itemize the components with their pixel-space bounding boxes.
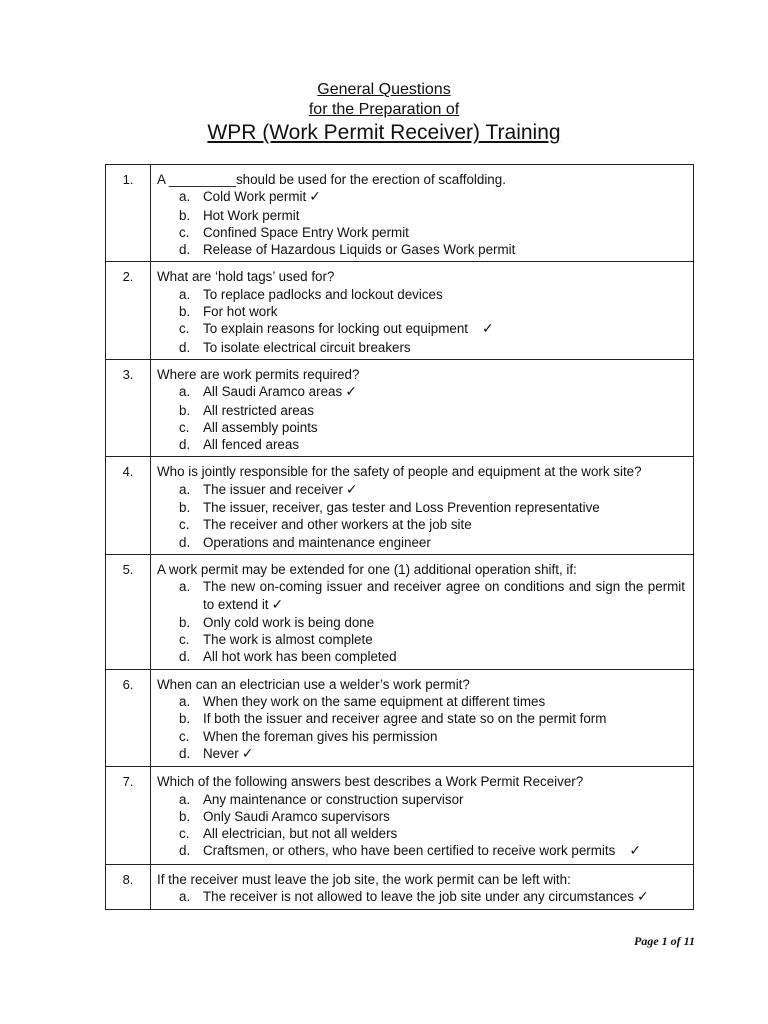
option-text-wrap [203,436,685,453]
question-row [106,262,694,359]
question-row [106,359,694,456]
option-letter: d. [179,339,191,355]
answer-option [179,402,685,419]
option-text-wrap [203,693,685,710]
option-text-wrap [203,888,685,906]
option-text-wrap [203,224,685,241]
answer-option [179,578,685,614]
answer-options [157,578,685,665]
option-letter: a. [179,694,191,710]
option-text: All fenced areas [203,437,300,453]
option-text-wrap [203,207,685,224]
option-letter: a. [179,579,191,595]
question-row [106,669,694,766]
option-letter: b. [179,711,191,727]
answer-options [157,286,685,356]
option-text: All hot work has been completed [203,649,397,665]
option-text: Only cold work is being done [203,614,375,630]
option-text-wrap [203,339,685,356]
option-text: Confined Space Entry Work permit [203,224,409,240]
option-text-wrap [203,578,685,614]
option-letter: d. [179,534,191,550]
option-text: For hot work [203,304,278,320]
option-text-wrap [203,808,685,825]
question-number: 5. [106,554,151,669]
question-text: Who is jointly responsible for the safety of people and equipment at the work site? [157,464,642,480]
answer-option [179,481,685,499]
option-text: Release of Hazardous Liquids or Gases Work permit [203,242,516,258]
answer-option [179,188,685,206]
option-text: Any maintenance or construction supervisor [203,791,464,807]
question-body [151,767,694,864]
answer-option [179,648,685,665]
option-text: Cold Work permit [203,189,307,205]
question-number: 3. [106,359,151,456]
question-text: Which of the following answers best describes a Work Permit Receiver? [157,774,584,790]
option-letter: d. [179,242,191,258]
question-body [151,669,694,766]
answer-option [179,842,685,860]
option-letter: c. [179,224,190,240]
question-text: What are ‘hold tags’ used for? [157,269,335,285]
option-text-wrap [203,534,685,551]
answer-options [157,481,685,551]
correct-check-icon: ✓ [271,596,284,613]
answer-option [179,745,685,763]
header-title-line2: for the Preparation of [308,101,460,118]
option-text: The issuer and receiver [203,481,343,497]
option-text: Operations and maintenance engineer [203,534,431,550]
option-letter: b. [179,402,191,418]
answer-option [179,614,685,631]
option-text: To replace padlocks and lockout devices [203,286,443,302]
option-text-wrap [203,188,685,206]
option-text: All restricted areas [203,402,314,418]
questions-table-body [106,165,694,910]
option-text-wrap [203,286,685,303]
option-text-wrap [203,516,685,533]
question-body [151,554,694,669]
option-text-wrap [203,648,685,665]
option-letter: a. [179,888,191,904]
option-letter: b. [179,207,191,223]
option-letter: b. [179,304,191,320]
option-text-wrap [203,745,685,763]
correct-check-icon: ✓ [345,481,358,498]
correct-check-icon: ✓ [482,321,494,338]
option-letter: d. [179,437,191,453]
answer-option [179,710,685,727]
option-letter: a. [179,481,191,497]
answer-option [179,631,685,648]
answer-option [179,728,685,745]
option-text-wrap [203,791,685,808]
question-text: Where are work permits required? [157,366,360,382]
answer-options [157,888,685,906]
option-text: When the foreman gives his permission [203,728,438,744]
option-text: Never [203,745,239,761]
answer-option [179,808,685,825]
question-number: 6. [106,669,151,766]
question-row [106,554,694,669]
option-letter: c. [179,826,190,842]
correct-check-icon: ✓ [345,384,357,401]
question-body [151,864,694,910]
question-number: 7. [106,767,151,864]
option-letter: d. [179,745,191,761]
answer-option [179,339,685,356]
answer-option [179,320,685,338]
option-text: When they work on the same equipment at different times [203,694,546,710]
header-title-line1: General Questions [317,81,451,98]
answer-option [179,436,685,453]
option-letter: a. [179,286,191,302]
option-text-wrap [203,419,685,436]
answer-option [179,499,685,516]
correct-check-icon: ✓ [309,189,321,206]
option-text: All assembly points [203,419,318,435]
option-text: Craftsmen, or others, who have been certified to receive work permits [203,843,616,859]
option-letter: b. [179,808,191,824]
option-letter: a. [179,791,191,807]
answer-options [157,383,685,453]
answer-option [179,419,685,436]
question-text: A work permit may be extended for one (1) additional operation shift, if: [157,561,577,577]
questions-table [105,164,694,910]
answer-option [179,825,685,842]
answer-option [179,888,685,906]
question-number: 1. [106,165,151,262]
answer-options [157,188,685,258]
option-text: The work is almost complete [203,632,373,648]
answer-option [179,303,685,320]
question-body [151,359,694,456]
option-text: If both the issuer and receiver agree and state so on the permit form [203,711,607,727]
option-text-wrap [203,842,685,860]
option-text: Hot Work permit [203,207,300,223]
answer-option [179,286,685,303]
question-row [106,457,694,554]
option-text-wrap [203,303,685,320]
question-body [151,262,694,359]
option-letter: c. [179,321,190,337]
option-text: The receiver is not allowed to leave the job site under any circumstances [203,888,634,904]
option-letter: c. [179,419,190,435]
question-body [151,165,694,262]
question-row [106,864,694,910]
answer-option [179,534,685,551]
answer-options [157,693,685,763]
option-text-wrap [203,499,685,516]
question-text: When can an electrician use a welder’s work permit? [157,676,470,692]
question-row [106,165,694,262]
answer-options [157,791,685,861]
answer-option [179,791,685,808]
correct-check-icon: ✓ [629,843,642,860]
option-text: To explain reasons for locking out equipment [203,321,468,337]
question-text: A _________should be used for the erection of scaffolding. [157,172,506,187]
answer-option [179,516,685,533]
option-text: Only Saudi Aramco supervisors [203,808,390,824]
answer-option [179,207,685,224]
page-number: Page 1 of 11 [634,934,695,948]
answer-option [179,383,685,401]
option-text-wrap [203,402,685,419]
option-text: The issuer, receiver, gas tester and Loss Prevention representative [203,500,600,516]
option-letter: a. [179,189,191,205]
option-text-wrap [203,241,685,258]
option-letter: b. [179,614,191,630]
header-title-line3: WPR (Work Permit Receiver) Training [207,121,561,144]
question-body [151,457,694,554]
answer-option [179,693,685,710]
option-text: All electrician, but not all welders [203,826,398,842]
option-text: To isolate electrical circuit breakers [203,339,411,355]
option-letter: d. [179,649,191,665]
correct-check-icon: ✓ [241,745,254,762]
answer-option [179,241,685,258]
option-text-wrap [203,825,685,842]
question-number: 8. [106,864,151,910]
option-letter: b. [179,500,191,516]
option-letter: c. [179,632,190,648]
answer-option [179,224,685,241]
question-number: 2. [106,262,151,359]
option-text-wrap [203,614,685,631]
option-text: All Saudi Aramco areas [203,384,343,400]
option-text-wrap [203,320,685,338]
option-letter: c. [179,517,190,533]
question-text: If the receiver must leave the job site, the work permit can be left with: [157,871,571,887]
option-text-wrap [203,383,685,401]
option-letter: d. [179,843,191,859]
option-text-wrap [203,728,685,745]
option-letter: c. [179,728,190,744]
option-text-wrap [203,481,685,499]
question-row [106,767,694,864]
option-text-wrap [203,631,685,648]
document-header [0,80,768,145]
option-text-wrap [203,710,685,727]
option-letter: a. [179,384,191,400]
question-number: 4. [106,457,151,554]
correct-check-icon: ✓ [636,888,649,905]
option-text: The receiver and other workers at the job site [203,517,472,533]
option-text: The new on-coming issuer and receiver agree on conditions and sign the permit to extend it [203,579,685,612]
